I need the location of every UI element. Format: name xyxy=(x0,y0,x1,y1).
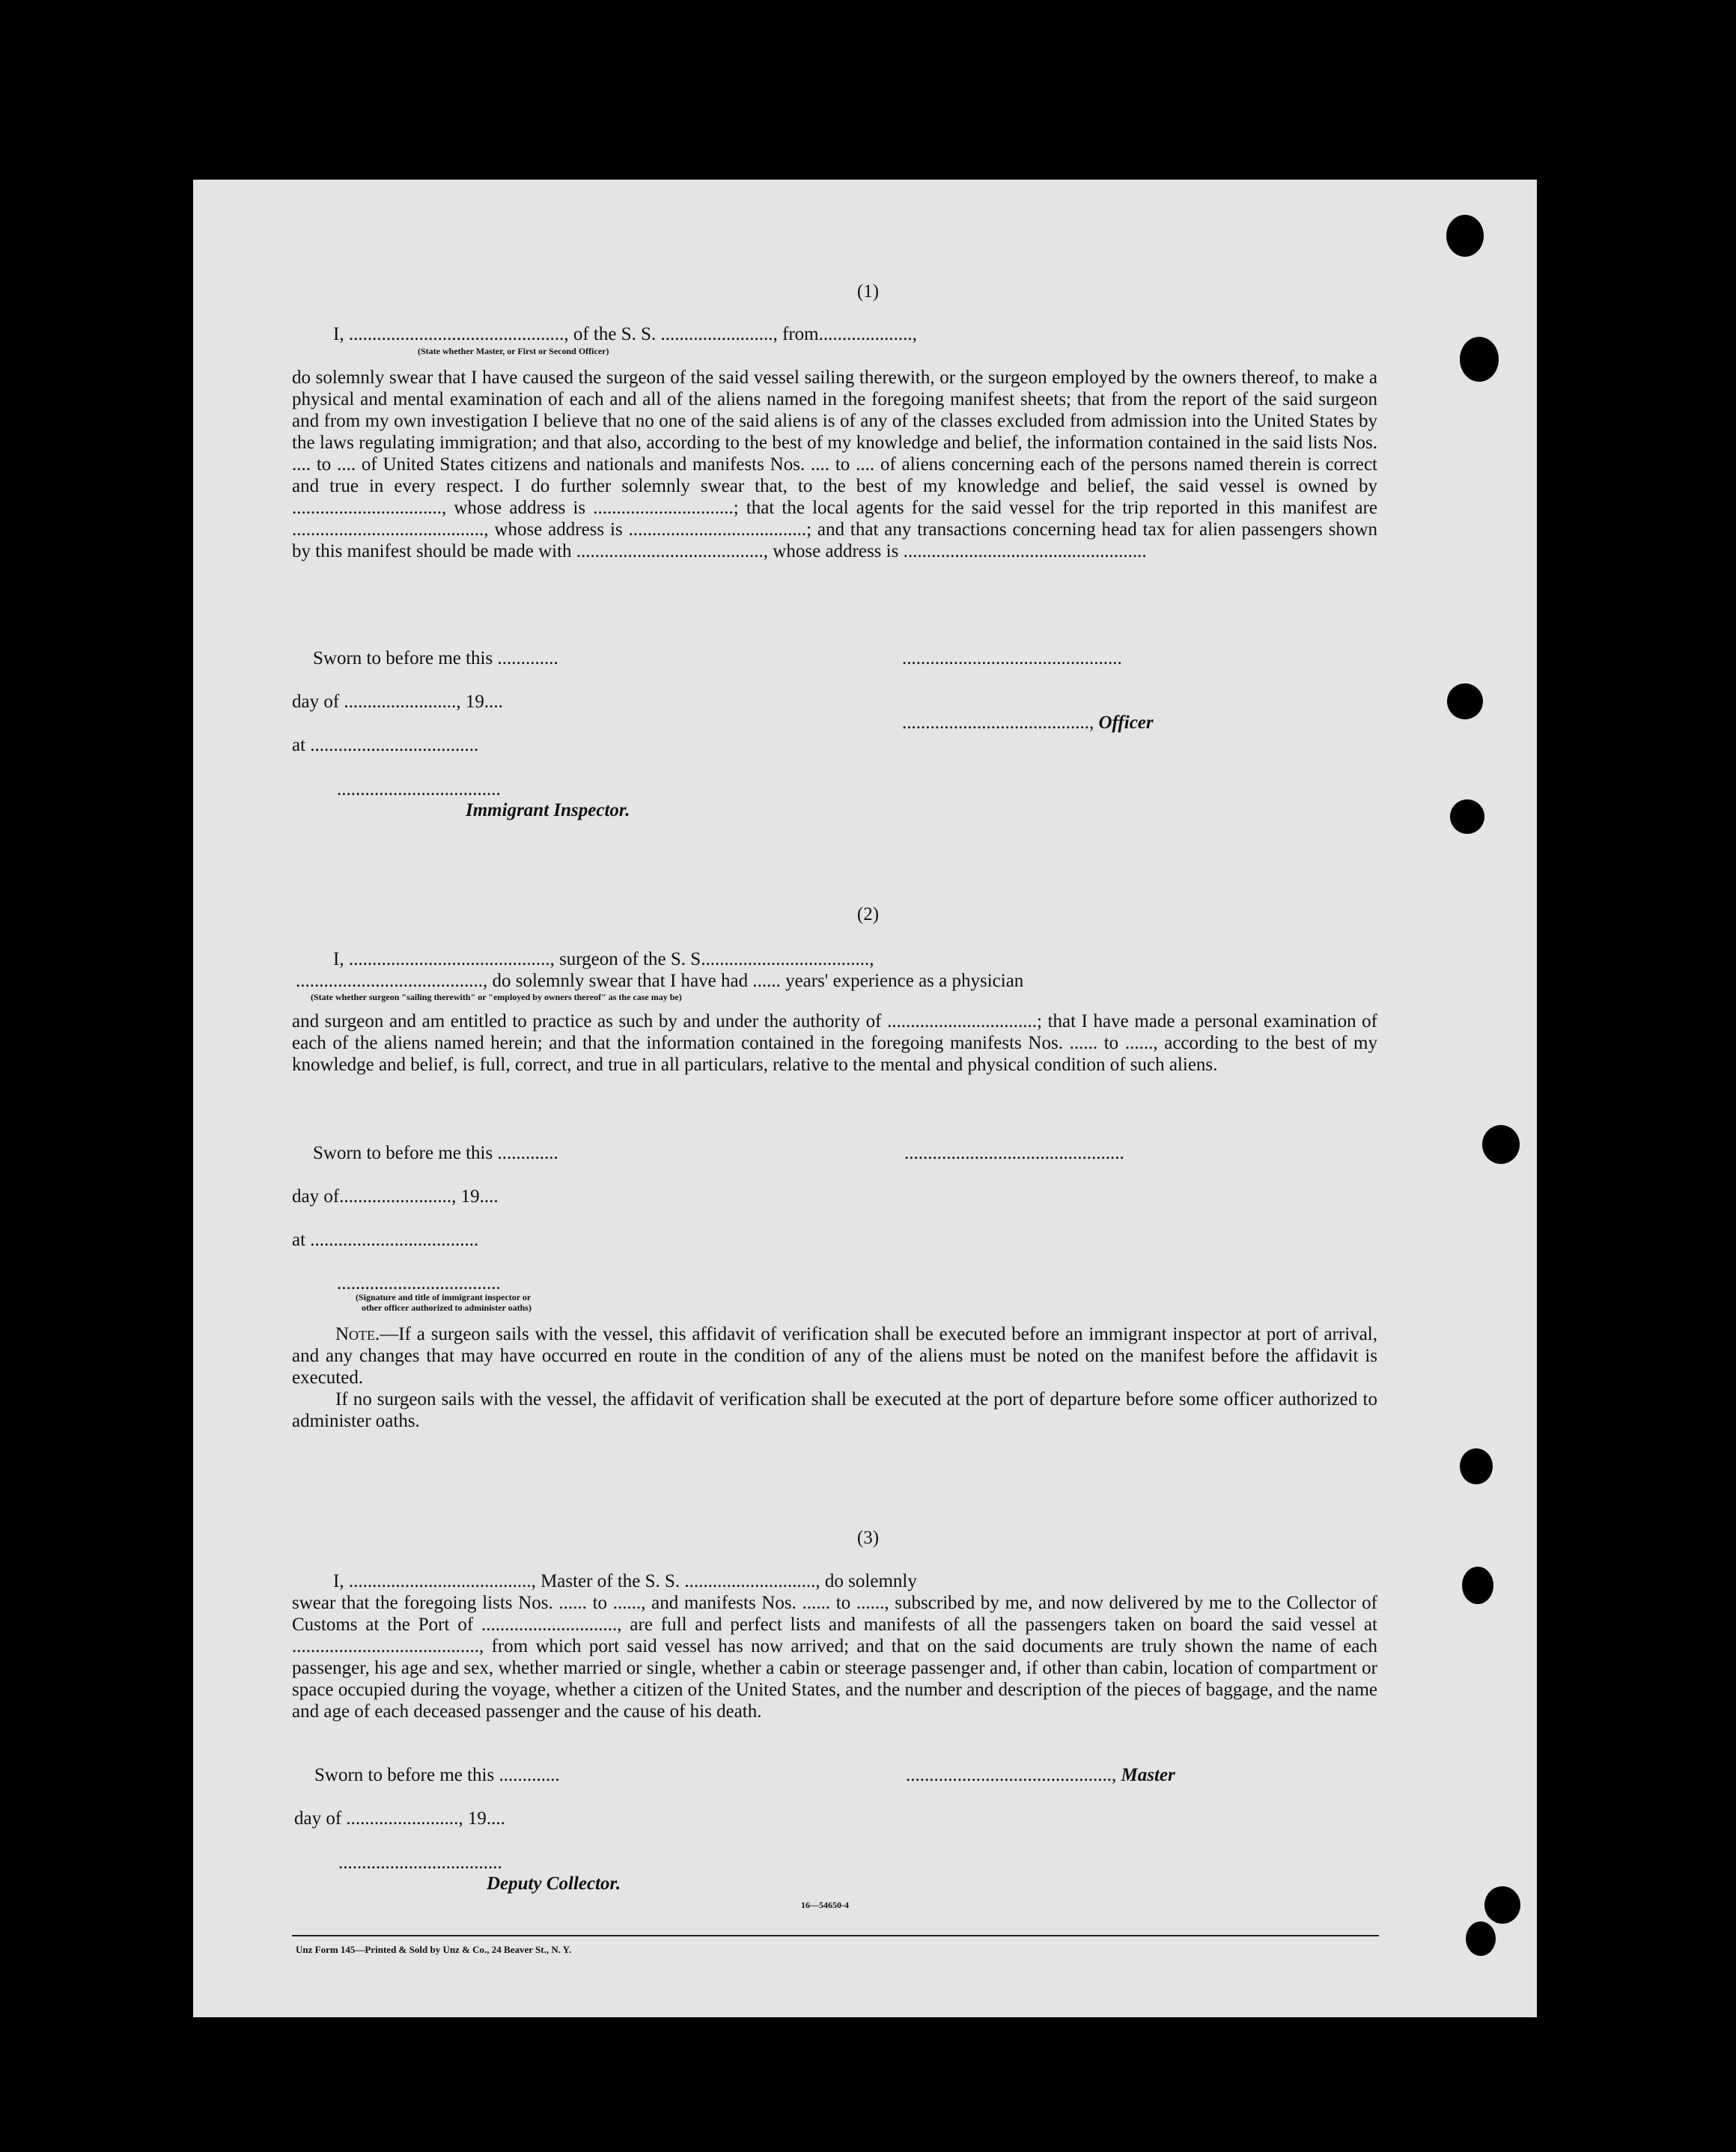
section-2-note-2: If no surgeon sails with the vessel, the affidavit of verification shall be executed at the port of departure before some officer authorized to administer oaths. xyxy=(292,1389,1377,1431)
section-2-signature-line: ............................................... xyxy=(904,1143,1124,1163)
section-1-sworn-line: Sworn to before me this ............. xyxy=(313,648,558,668)
section-1-day-line: day of ........................, 19.... xyxy=(292,692,503,712)
section-3-number: (3) xyxy=(856,1528,880,1548)
section-1-inspector-label: Immigrant Inspector. xyxy=(466,800,630,820)
section-3-collector-label: Deputy Collector. xyxy=(487,1874,621,1894)
punch-hole xyxy=(1460,1448,1493,1484)
punch-hole xyxy=(1460,337,1499,382)
section-1-at-line: at .................................... xyxy=(292,735,479,755)
master-dots: ............................................, xyxy=(906,1765,1121,1785)
section-1-first-line: I, .............................................., of the S. S. ........................, from...................., xyxy=(333,324,917,344)
officer-dots: ........................................, xyxy=(902,713,1099,733)
section-1-number: (1) xyxy=(856,281,880,302)
punch-hole xyxy=(1446,215,1484,257)
section-1-signature-line: ............................................... xyxy=(902,648,1122,668)
section-2-signature-note-1: (Signature and title of immigrant inspector or xyxy=(356,1292,532,1302)
section-2-note-1 xyxy=(292,1323,1377,1389)
punch-hole xyxy=(1462,1567,1493,1604)
section-2-signature-dots: ................................... xyxy=(337,1273,501,1293)
footer-imprint: Unz Form 145—Printed & Sold by Unz & Co., 24 Beaver St., N. Y. xyxy=(296,1944,572,1955)
section-2-number: (2) xyxy=(856,904,880,924)
section-3-master-line xyxy=(906,1764,1175,1786)
punch-hole xyxy=(1466,1921,1496,1956)
section-2-second-line: ........................................, do solemnly swear that I have had ...... years' experience as a physician xyxy=(296,971,1024,991)
section-2-signature-note-2: other officer authorized to administer oaths) xyxy=(362,1302,532,1313)
punch-hole xyxy=(1447,683,1483,719)
note-text: —If a surgeon sails with the vessel, this affidavit of verification shall be executed before an immigrant inspector at port of arrival, and any changes that may have occurred en route in the condition of any of the aliens must be noted on the manifest before the affidavit is executed. xyxy=(292,1324,1377,1388)
section-3-day-line: day of ........................, 19.... xyxy=(294,1808,505,1829)
master-label: Master xyxy=(1121,1765,1175,1785)
punch-hole xyxy=(1467,2037,1500,2073)
officer-label: Officer xyxy=(1098,713,1154,733)
section-3-sworn-line: Sworn to before me this ............. xyxy=(314,1765,560,1785)
form-code: 16—54650-4 xyxy=(801,1900,849,1910)
section-3-first-line: I, ......................................., Master of the S. S. ............................, do solemnly xyxy=(333,1571,917,1591)
section-1-inspector-dots: ................................... xyxy=(337,779,501,799)
section-1-officer-note: (State whether Master, or First or Second Officer) xyxy=(418,346,609,356)
section-2-surgeon-note: (State whether surgeon "sailing therewith" or "employed by owners thereof" as the case may be) xyxy=(311,992,682,1002)
section-3-collector-dots: ................................... xyxy=(338,1853,502,1873)
section-3-paragraph: swear that the foregoing lists Nos. ...... to ......, and manifests Nos. ...... to ......, subscribed by me, and now delivered by me to the Collector of Customs at the Port of ............................., are full and perfect lists and manifests of all the passengers taken on board the said vessel at ........................................, from which port said vessel has now arrived; and that on the said documents are truly shown the name of each passenger, his age and sex, whether married or single, whether a cabin or steerage passenger and, if other than cabin, location of compartment or space occupied during the voyage, whether a citizen of the United States, and the number and description of the pieces of baggage, and the name and age of each deceased passenger and the cause of his death. xyxy=(292,1593,1377,1722)
footer-divider xyxy=(292,1935,1379,1936)
section-2-day-line: day of........................, 19.... xyxy=(292,1186,499,1207)
section-2-sworn-line: Sworn to before me this ............. xyxy=(313,1143,558,1163)
note-label: Note. xyxy=(335,1324,380,1344)
punch-hole xyxy=(1450,799,1484,834)
punch-hole xyxy=(1482,1125,1520,1164)
section-2-first-line: I, ..........................................., surgeon of the S. S...................................., xyxy=(333,949,874,969)
section-2-at-line: at .................................... xyxy=(292,1230,479,1250)
section-1-officer-line xyxy=(902,712,1154,734)
section-1-paragraph: do solemnly swear that I have caused the surgeon of the said vessel sailing therewith, or the surgeon employed by the owners thereof, to make a physical and mental examination of each and all of the aliens named in the foregoing manifest sheets; that from the report of the said surgeon and from my own investigation I believe that no one of the said aliens is of any of the classes excluded from admission into the United States by the laws regulating immigration; and that also, according to the best of my knowledge and belief, the information contained in the said lists Nos. .... to .... of United States citizens and nationals and manifests Nos. .... to .... of aliens concerning each of the persons named therein is correct and true in every respect. I do further solemnly swear that, to the best of my knowledge and belief, the said vessel is owned by ................................, whose address is ..............................; that the local agents for the said vessel for the trip reported in this manifest are ........................................., whose address is ......................................; and that any transactions concerning head tax for alien passengers shown by this manifest should be made with ........................................, whose address is .................................................... xyxy=(292,368,1377,561)
section-2-paragraph: and surgeon and am entitled to practice as such by and under the authority of ................................; that I have made a personal examination of each of the aliens named herein; and that the information contained in the foregoing manifests Nos. ...... to ......, according to the best of my knowledge and belief, is full, correct, and true in all particulars, relative to the mental and physical condition of such aliens. xyxy=(292,1011,1377,1075)
punch-hole xyxy=(1484,1886,1520,1924)
